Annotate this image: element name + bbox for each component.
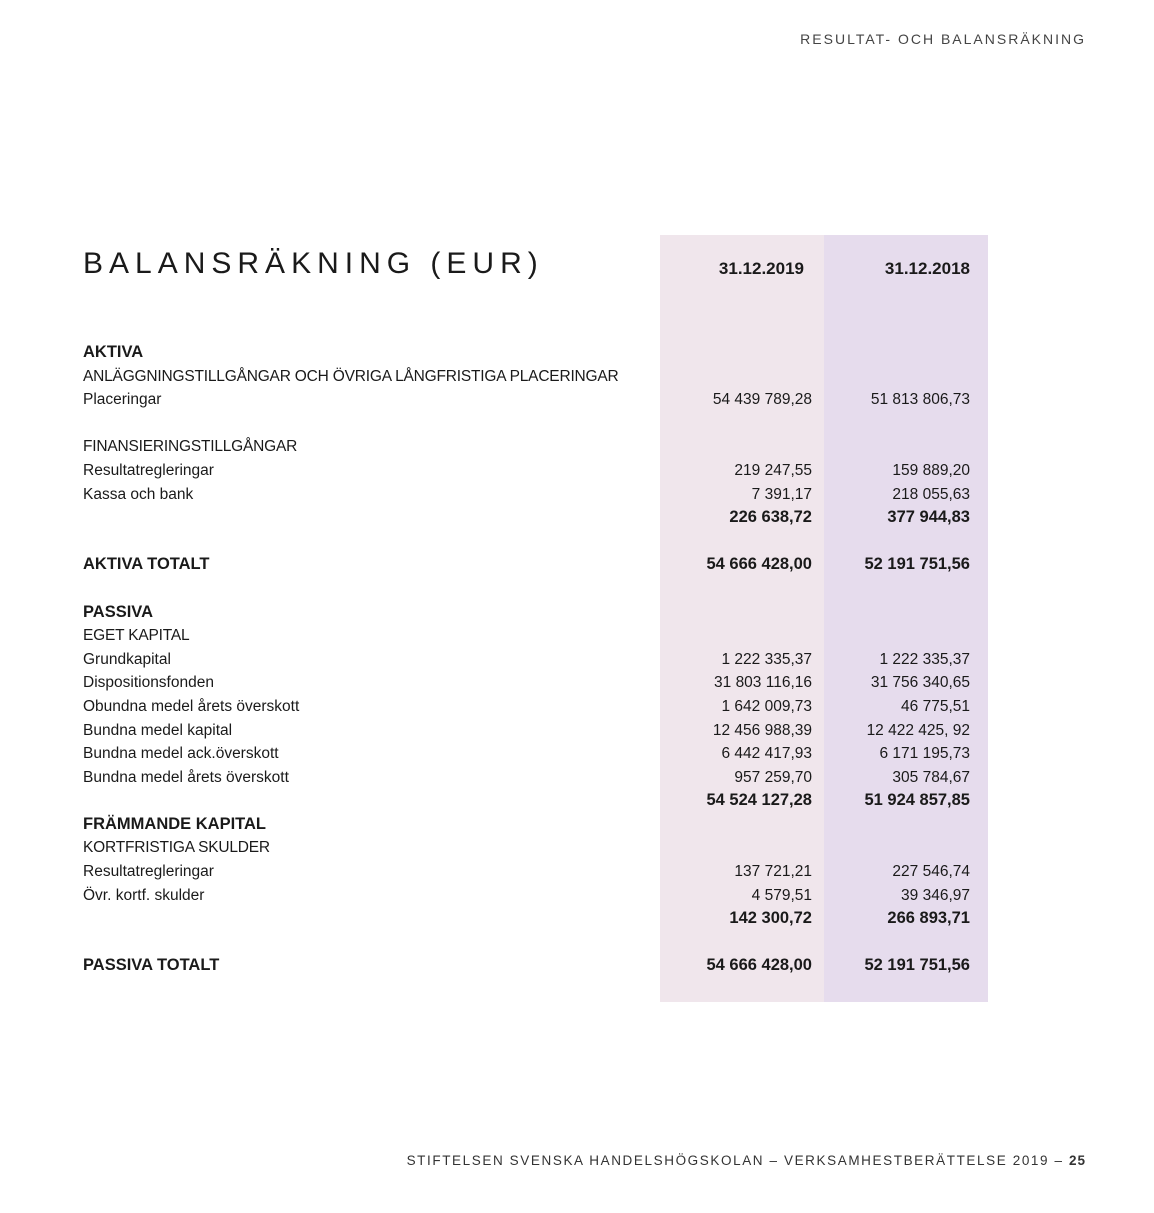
row-label: Kassa och bank bbox=[83, 485, 194, 503]
value-2018: 1 222 335,37 bbox=[879, 650, 970, 668]
row-label: KORTFRISTIGA SKULDER bbox=[83, 839, 270, 857]
row-spacer bbox=[83, 931, 983, 955]
row-label: Resultatregleringar bbox=[83, 461, 214, 479]
row-spacer bbox=[83, 577, 983, 601]
row-label: Bundna medel årets överskott bbox=[83, 768, 289, 786]
row-finansieringstillgangar bbox=[83, 435, 983, 459]
row-eget-kapital bbox=[83, 624, 983, 648]
row-placeringar bbox=[83, 388, 983, 412]
row-dispositionsfonden bbox=[83, 671, 983, 695]
value-2018: 218 055,63 bbox=[892, 485, 970, 503]
value-2019: 219 247,55 bbox=[734, 461, 812, 479]
value-2019: 12 456 988,39 bbox=[712, 721, 812, 739]
row-label: Bundna medel ack.överskott bbox=[83, 745, 279, 763]
value-2019: 137 721,21 bbox=[734, 863, 812, 881]
value-2019: 54 666 428,00 bbox=[706, 956, 812, 975]
row-bundna-medel-ack bbox=[83, 742, 983, 766]
column-header-2019: 31.12.2019 bbox=[718, 259, 804, 278]
column-header-2018: 31.12.2018 bbox=[884, 259, 970, 278]
value-2018: 377 944,83 bbox=[887, 508, 970, 527]
row-label: Övr. kortf. skulder bbox=[83, 886, 205, 904]
row-label: Resultatregleringar bbox=[83, 863, 214, 881]
value-2018: 266 893,71 bbox=[887, 909, 970, 928]
value-2018: 52 191 751,56 bbox=[864, 956, 970, 975]
row-frammande-kapital bbox=[83, 813, 983, 837]
row-label: EGET KAPITAL bbox=[83, 627, 190, 645]
balance-table bbox=[83, 341, 983, 978]
page-number: 25 bbox=[1068, 1153, 1086, 1168]
value-2019: 1 642 009,73 bbox=[721, 697, 812, 715]
value-2019: 957 259,70 bbox=[734, 768, 812, 786]
row-label: Dispositionsfonden bbox=[83, 674, 214, 692]
value-2018: 46 775,51 bbox=[901, 697, 970, 715]
row-ovr-kortf-skulder bbox=[83, 884, 983, 908]
value-2019: 54 524 127,28 bbox=[706, 791, 812, 810]
footer-text: STIFTELSEN SVENSKA HANDELSHÖGSKOLAN – VERKSAMHESTBERÄTTELSE 2019 – bbox=[406, 1153, 1064, 1168]
page-title: BALANSRÄKNING (EUR) bbox=[83, 247, 544, 280]
row-spacer bbox=[83, 530, 983, 554]
row-label: AKTIVA TOTALT bbox=[83, 555, 210, 574]
row-aktiva bbox=[83, 341, 983, 365]
row-anlaggningstillgangar bbox=[83, 365, 983, 389]
value-2019: 142 300,72 bbox=[729, 909, 812, 928]
value-2019: 1 222 335,37 bbox=[721, 650, 812, 668]
value-2018: 51 924 857,85 bbox=[864, 791, 970, 810]
row-label: Obundna medel årets överskott bbox=[83, 697, 300, 715]
value-2019: 226 638,72 bbox=[729, 508, 812, 527]
row-label: FRÄMMANDE KAPITAL bbox=[83, 814, 267, 833]
value-2018: 159 889,20 bbox=[892, 461, 970, 479]
value-2018: 12 422 425, 92 bbox=[866, 721, 970, 739]
row-bundna-medel-arets bbox=[83, 766, 983, 790]
row-aktiva-totalt bbox=[83, 553, 983, 577]
row-finansiering-subtotal bbox=[83, 506, 983, 530]
value-2018: 31 756 340,65 bbox=[870, 674, 970, 692]
value-2019: 54 666 428,00 bbox=[706, 555, 812, 574]
page-footer bbox=[407, 1153, 1086, 1168]
row-label: FINANSIERINGSTILLGÅNGAR bbox=[83, 438, 298, 456]
section-header: RESULTAT- OCH BALANSRÄKNING bbox=[800, 31, 1086, 47]
row-resultatregleringar-aktiva bbox=[83, 459, 983, 483]
row-kassa-och-bank bbox=[83, 483, 983, 507]
value-2018: 305 784,67 bbox=[892, 768, 970, 786]
value-2018: 52 191 751,56 bbox=[864, 555, 970, 574]
row-label: PASSIVA TOTALT bbox=[83, 956, 220, 975]
value-2019: 54 439 789,28 bbox=[712, 391, 812, 409]
value-2019: 31 803 116,16 bbox=[714, 674, 812, 692]
value-2018: 6 171 195,73 bbox=[879, 745, 970, 763]
row-kortfristiga-subtotal bbox=[83, 907, 983, 931]
value-2018: 227 546,74 bbox=[892, 863, 970, 881]
row-label: ANLÄGGNINGSTILLGÅNGAR OCH ÖVRIGA LÅNGFRISTIGA PLACERINGAR bbox=[83, 367, 619, 385]
row-passiva bbox=[83, 601, 983, 625]
row-label: Bundna medel kapital bbox=[83, 721, 233, 739]
row-label: Placeringar bbox=[83, 391, 162, 409]
value-2019: 4 579,51 bbox=[751, 886, 812, 904]
value-2019: 7 391,17 bbox=[751, 485, 812, 503]
value-2018: 51 813 806,73 bbox=[870, 391, 970, 409]
row-label: Grundkapital bbox=[83, 650, 171, 668]
value-2018: 39 346,97 bbox=[901, 886, 970, 904]
row-eget-kapital-subtotal bbox=[83, 789, 983, 813]
row-spacer bbox=[83, 412, 983, 436]
row-passiva-totalt bbox=[83, 954, 983, 978]
row-bundna-medel-kapital bbox=[83, 719, 983, 743]
value-2019: 6 442 417,93 bbox=[721, 745, 812, 763]
row-resultatregleringar-passiva bbox=[83, 860, 983, 884]
row-kortfristiga-skulder bbox=[83, 836, 983, 860]
row-obundna-medel bbox=[83, 695, 983, 719]
row-label: AKTIVA bbox=[83, 343, 144, 361]
row-label: PASSIVA bbox=[83, 602, 153, 621]
row-grundkapital bbox=[83, 648, 983, 672]
